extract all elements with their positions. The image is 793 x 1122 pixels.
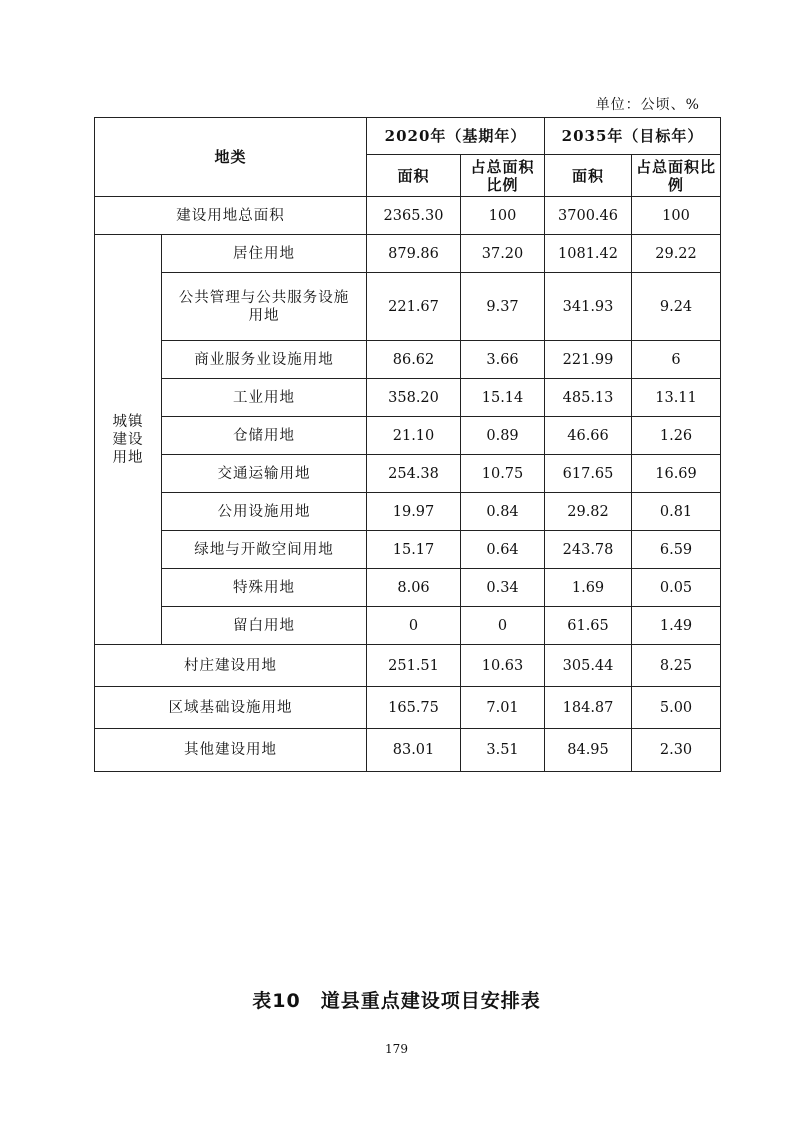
area-2035: 184.87 [545,687,632,729]
row-label: 公用设施用地 [162,493,367,531]
share-2035: 0.81 [632,493,721,531]
area-2020: 19.97 [367,493,461,531]
area-2035: 1081.42 [545,235,632,273]
share-2035: 100 [632,197,721,235]
area-2020: 879.86 [367,235,461,273]
area-2020: 8.06 [367,569,461,607]
header-land-type: 地类 [95,118,367,197]
table-row [95,531,721,569]
table-row [95,341,721,379]
area-2020: 86.62 [367,341,461,379]
share-2020: 100 [461,197,545,235]
area-2020: 358.20 [367,379,461,417]
area-2035: 617.65 [545,455,632,493]
area-2035: 221.99 [545,341,632,379]
share-2020: 7.01 [461,687,545,729]
share-2020: 0.84 [461,493,545,531]
row-label: 居住用地 [162,235,367,273]
row-label: 建设用地总面积 [95,197,367,235]
area-2035: 243.78 [545,531,632,569]
row-label: 仓储用地 [162,417,367,455]
page-number: 179 [385,1042,408,1056]
area-2035: 305.44 [545,645,632,687]
area-2035: 341.93 [545,273,632,341]
row-label: 特殊用地 [162,569,367,607]
share-2035: 16.69 [632,455,721,493]
share-2035: 9.24 [632,273,721,341]
header-area-2020: 面积 [367,155,461,197]
share-2035: 6.59 [632,531,721,569]
table-row-total [95,197,721,235]
row-label: 绿地与开敞空间用地 [162,531,367,569]
share-2020: 15.14 [461,379,545,417]
share-2035: 13.11 [632,379,721,417]
share-2035: 6 [632,341,721,379]
header-row-years [95,118,721,155]
area-2020: 15.17 [367,531,461,569]
area-2020: 21.10 [367,417,461,455]
share-2035: 5.00 [632,687,721,729]
area-2020: 0 [367,607,461,645]
table-row [95,417,721,455]
area-2035: 1.69 [545,569,632,607]
share-2020: 10.63 [461,645,545,687]
area-2020: 254.38 [367,455,461,493]
header-share-2020: 占总面积比例 [461,155,545,197]
table-row [95,645,721,687]
share-2035: 8.25 [632,645,721,687]
share-2035: 1.49 [632,607,721,645]
row-label: 工业用地 [162,379,367,417]
share-2020: 3.66 [461,341,545,379]
share-2020: 0.34 [461,569,545,607]
table-row [95,273,721,341]
share-2020: 37.20 [461,235,545,273]
table-row [95,379,721,417]
row-label: 公共管理与公共服务设施用地 [162,273,367,341]
row-label: 区域基础设施用地 [95,687,367,729]
table-row [95,607,721,645]
row-label: 留白用地 [162,607,367,645]
row-label: 村庄建设用地 [95,645,367,687]
share-2020: 0.64 [461,531,545,569]
row-label: 交通运输用地 [162,455,367,493]
unit-label: 单位：公顷、% [595,97,700,113]
share-2035: 2.30 [632,729,721,772]
area-2020: 251.51 [367,645,461,687]
share-2020: 10.75 [461,455,545,493]
table-row [95,493,721,531]
share-2020: 0 [461,607,545,645]
area-2035: 3700.46 [545,197,632,235]
area-2035: 84.95 [545,729,632,772]
area-2020: 221.67 [367,273,461,341]
share-2020: 0.89 [461,417,545,455]
row-label: 其他建设用地 [95,729,367,772]
area-2020: 165.75 [367,687,461,729]
header-year-2020: 2020年（基期年） [367,118,545,155]
share-2035: 29.22 [632,235,721,273]
area-2020: 2365.30 [367,197,461,235]
table-caption: 表10 道县重点建设项目安排表 [252,990,541,1012]
table-row [95,569,721,607]
share-2020: 3.51 [461,729,545,772]
header-share-2035: 占总面积比例 [632,155,721,197]
table-row [95,687,721,729]
share-2020: 9.37 [461,273,545,341]
area-2035: 61.65 [545,607,632,645]
area-2035: 46.66 [545,417,632,455]
table-row [95,235,721,273]
table-row [95,455,721,493]
area-2035: 29.82 [545,493,632,531]
area-2035: 485.13 [545,379,632,417]
header-year-2035: 2035年（目标年） [545,118,721,155]
row-label: 商业服务业设施用地 [162,341,367,379]
area-2020: 83.01 [367,729,461,772]
share-2035: 1.26 [632,417,721,455]
land-use-table [94,117,721,772]
header-area-2035: 面积 [545,155,632,197]
share-2035: 0.05 [632,569,721,607]
table-row [95,729,721,772]
group-label-urban: 城镇建设用地 [95,235,162,645]
